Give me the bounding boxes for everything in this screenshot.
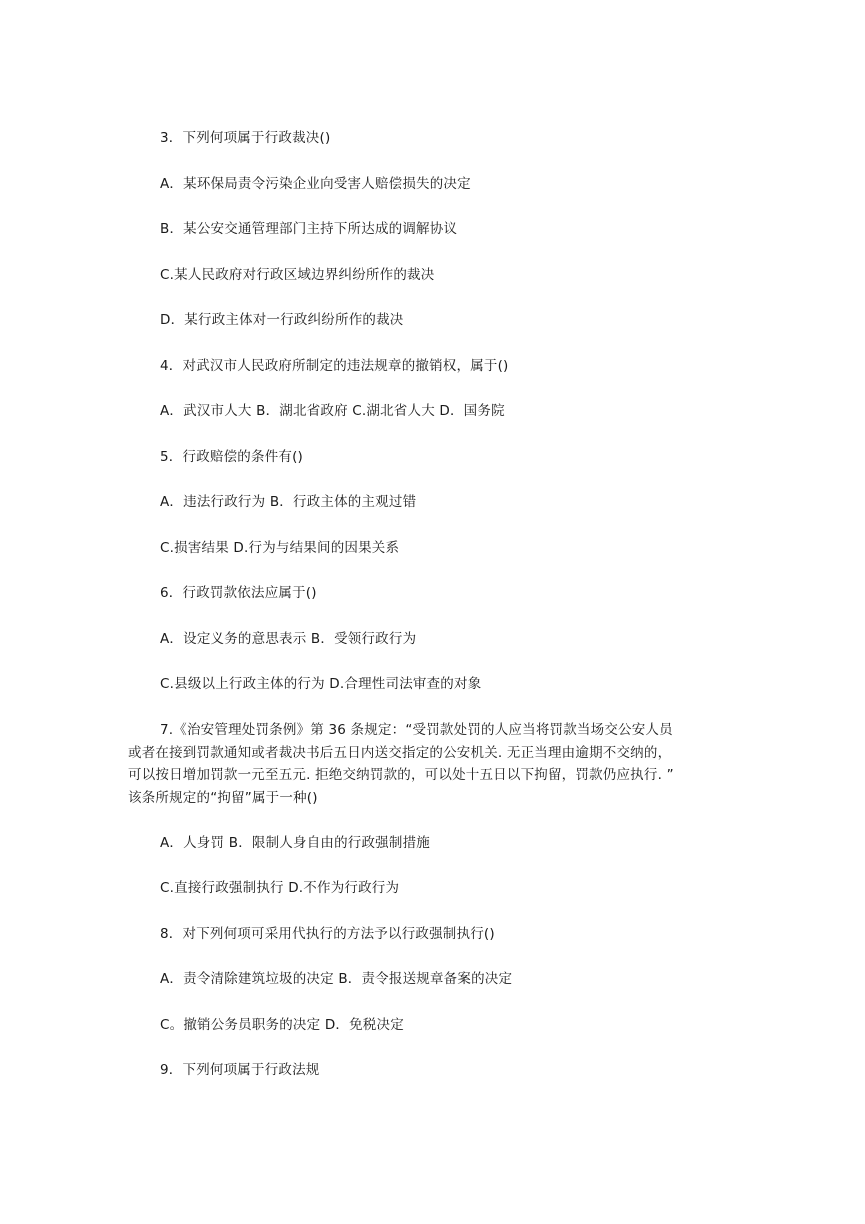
option-3b: B．某公安交通管理部门主持下所达成的调解协议 <box>160 221 458 237</box>
question-7-line-4: 该条所规定的“拘留”属于一种() <box>128 789 318 806</box>
options-5ab: A．违法行政行为 B．行政主体的主观过错 <box>160 494 417 510</box>
question-7-line-2: 或者在接到罚款通知或者裁决书后五日内送交指定的公安机关. 无正当理由逾期不交纳的， <box>128 744 672 761</box>
option-3a: A．某环保局责令污染企业向受害人赔偿损失的决定 <box>160 176 471 192</box>
options-4: A．武汉市人大 B．湖北省政府 C.湖北省人大 D．国务院 <box>160 403 505 419</box>
options-6ab: A．设定义务的意思表示 B．受领行政行为 <box>160 631 417 647</box>
question-3: 3．下列何项属于行政裁决() <box>160 130 331 146</box>
options-7cd: C.直接行政强制执行 D.不作为行政行为 <box>160 880 400 896</box>
question-6: 6．行政罚款依法应属于() <box>160 585 317 601</box>
question-7-line-3: 可以按日增加罚款一元至五元. 拒绝交纳罚款的，可以处十五日以下拘留，罚款仍应执行. ” <box>128 767 674 783</box>
option-3d: D．某行政主体对一行政纠纷所作的裁决 <box>160 312 404 328</box>
options-6cd: C.县级以上行政主体的行为 D.合理性司法审查的对象 <box>160 676 482 692</box>
options-7ab: A．人身罚 B．限制人身自由的行政强制措施 <box>160 835 430 851</box>
question-5: 5．行政赔偿的条件有() <box>160 449 304 465</box>
question-9: 9．下列何项属于行政法规 <box>160 1062 320 1078</box>
option-3c: C.某人民政府对行政区域边界纠纷所作的裁决 <box>160 267 435 283</box>
options-8ab: A．责令清除建筑垃圾的决定 B．责令报送规章备案的决定 <box>160 971 513 987</box>
question-7-line-1: 7.《治安管理处罚条例》第 36 条规定：“受罚款处罚的人应当将罚款当场交公安人员 <box>160 722 673 738</box>
question-7 <box>128 719 748 809</box>
options-5cd: C.损害结果 D.行为与结果间的因果关系 <box>160 540 400 556</box>
question-8: 8．对下列何项可采用代执行的方法予以行政强制执行() <box>160 926 495 942</box>
question-4: 4．对武汉市人民政府所制定的违法规章的撤销权，属于() <box>160 358 509 374</box>
options-8cd: C。撤销公务员职务的决定 D．免税决定 <box>160 1017 404 1033</box>
